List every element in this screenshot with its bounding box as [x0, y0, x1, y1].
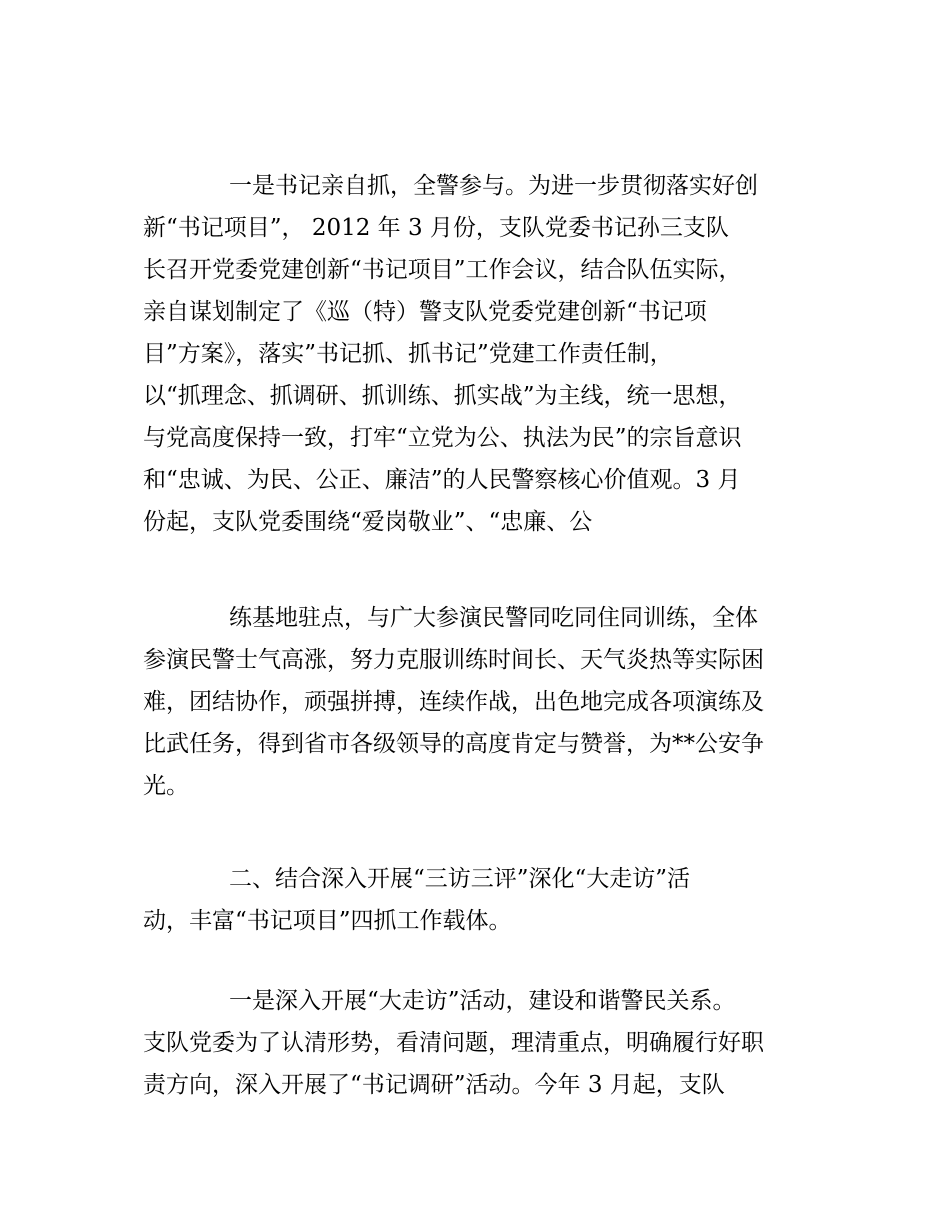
text-line: 参演民警士气高涨，努力克服训练时间长、天气炎热等实际困 — [143, 647, 764, 673]
text-line: 比武任务，得到省市各级领导的高度肯定与赞誉，为**公安争 — [143, 731, 764, 757]
text-line: 一是深入开展“大走访”活动，建设和谐警民关系。 — [229, 988, 736, 1014]
text-line: 难，团结协作，顽强拼搏，连续作战，出色地完成各项演练及 — [143, 689, 764, 715]
text-line: 份起，支队党委围绕“爱岗敬业”、“忠廉、公 — [143, 509, 593, 535]
text-line: 练基地驻点，与广大参演民警同吃同住同训练，全体 — [229, 605, 758, 631]
paragraph-secretary-leadership — [143, 165, 823, 543]
text-line: 亲自谋划制定了《巡（特）警支队党委党建创新“书记项 — [143, 299, 707, 325]
text-line: 二、结合深入开展“三访三评”深化“大走访”活 — [229, 866, 691, 892]
text-line: 目”方案》，落实”书记抓、抓书记”党建工作责任制， — [143, 341, 673, 367]
text-line: 责方向，深入开展了“书记调研”活动。今年 3 月起，支队 — [143, 1072, 725, 1098]
text-line: 与党高度保持一致，打牢“立党为公、执法为民”的宗旨意识 — [143, 425, 742, 451]
text-line: 动，丰富“书记项目”四抓工作载体。 — [143, 908, 512, 934]
section-heading-visits — [143, 858, 823, 942]
paragraph-training-base — [143, 597, 823, 807]
paragraph-big-visit — [143, 980, 823, 1106]
text-line: 以“抓理念、抓调研、抓训练、抓实战”为主线，统一思想， — [143, 383, 742, 409]
text-line: 一是书记亲自抓，全警参与。为进一步贯彻落实好创 — [229, 173, 758, 199]
text-line: 和“忠诚、为民、公正、廉洁”的人民警察核心价值观。3 月 — [143, 467, 741, 493]
text-line: 支队党委为了认清形势，看清问题，理清重点，明确履行好职 — [143, 1030, 764, 1056]
text-line: 长召开党委党建创新“书记项目”工作会议，结合队伍实际， — [143, 257, 742, 283]
text-line: 光。 — [143, 773, 189, 799]
text-line: 新“书记项目”， 2012 年 3 月份，支队党委书记孙三支队 — [143, 215, 729, 241]
